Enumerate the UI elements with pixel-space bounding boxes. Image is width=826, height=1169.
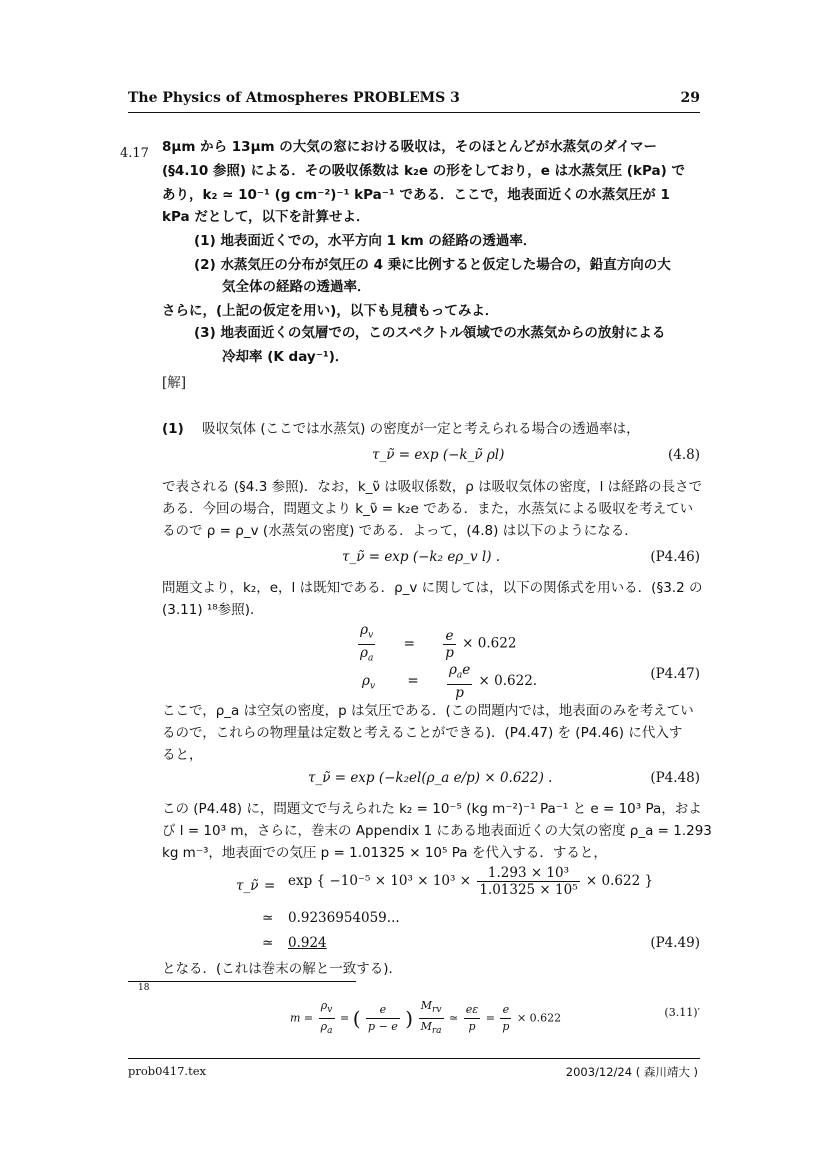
part1-intro — [162, 418, 640, 440]
paragraph-4-line-3: ると， — [162, 747, 203, 763]
equation-P4-49-result: 0.924 — [288, 935, 327, 951]
paragraph-5-line-1: この (P4.48) に，問題文で与えられた k₂ = 10⁻⁵ (kg m⁻²)⁻¹ Pa⁻¹ と e = 10³ Pa，およ — [162, 801, 702, 817]
fraction-numerator: 1.293 × 10³ — [477, 865, 579, 882]
paragraph-2-line-2: ある．今回の場合，問題文より k_ν̃ = k₂e である．また，水蒸気による吸収を考えてい — [162, 501, 694, 517]
equation-4-8-number: (4.8) — [667, 447, 700, 463]
page-number: 29 — [680, 90, 700, 106]
paragraph-2-line-3: るので ρ = ρ_v (水蒸気の密度) である．よって，(4.8) は以下のようになる． — [162, 523, 638, 539]
footer-filename: prob0417.tex — [128, 1064, 206, 1078]
paragraph-6: となる．(これは巻末の解と一致する)． — [162, 961, 403, 977]
item-3-label: (3) — [194, 325, 216, 341]
equation-P4-47-line-2: $\rho_v$ = $\frac{\rho_ae}{p}$ × 0.622. — [362, 662, 538, 701]
item-2 — [194, 254, 671, 276]
item-2-cont: 気全体の経路の透過率． — [222, 279, 371, 295]
equation-P4-49-fraction — [477, 865, 579, 898]
paragraph-4-line-1: ここで，ρ_a は空気の密度，p は気圧である．(この問題内では，地表面のみを考えてい — [162, 703, 694, 719]
item-2-text: 水蒸気圧の分布が気圧の 4 乗に比例すると仮定した場合の，鉛直方向の大 — [220, 257, 671, 273]
equation-P4-46-number: (P4.46) — [650, 549, 700, 565]
solution-heading: [解] — [162, 375, 187, 391]
equation-P4-49-number: (P4.49) — [650, 935, 700, 951]
part1-text: 吸収気体 (ここでは水蒸気) の密度が一定と考えられる場合の透過率は， — [202, 421, 640, 437]
equation-P4-49-body: exp { −10⁻⁵ × 10³ × 10³ × — [288, 873, 472, 889]
item-1-label: (1) — [194, 233, 216, 249]
equation-4-8: τ_ν̃ = exp (−k_ν̃ ρl) — [372, 447, 505, 463]
problem-number: 4.17 — [120, 146, 149, 161]
equation-P4-49-tail: × 0.622 } — [585, 873, 654, 889]
paragraph-3-line-1: 問題文より，k₂，e，l は既知である．ρ_v に関しては，以下の関係式を用いる．(§3.2 の — [162, 580, 703, 596]
equation-P4-47-number: (P4.47) — [650, 666, 700, 682]
item-1 — [194, 230, 536, 252]
equation-P4-49-lhs: τ_ν̃ — [236, 878, 259, 894]
footnote-equation-number: (3.11)′ — [664, 1006, 700, 1019]
footnote-equation: m = $\frac{\rho_v}{\rho_a}$ = ( $\frac{e}{p - e}$ ) $\frac{M_{rv}}{M_{ra}}$ ≃ $\frac{e\varepsilon}{p}$ = $\frac{e}{p}$ × 0.622 — [290, 999, 562, 1037]
paragraph-5-line-3: kg m⁻³，地表面での気圧 p = 1.01325 × 10⁵ Pa を代入する．すると， — [162, 845, 607, 861]
equation-P4-48-number: (P4.48) — [650, 770, 700, 786]
equation-P4-49-eq1: = — [264, 878, 276, 894]
paragraph-5-line-2: び l = 10³ m，さらに，巻末の Appendix 1 にある地表面近くの大気の密度 ρ_a = 1.293 — [162, 823, 712, 839]
equation-P4-49-line-2: 0.9236954059... — [288, 910, 400, 926]
problem-line-3: あり，k₂ ≃ 10⁻¹ (g cm⁻²)⁻¹ kPa⁻¹ である．ここで，地表面近くの水蒸気圧が 1 — [162, 187, 670, 203]
paragraph-2-line-1: で表される (§4.3 参照)．なお，k_ν̃ は吸収係数，ρ は吸収気体の密度，l は経路の長さで — [162, 479, 703, 495]
item-3-text: 地表面近くの気層での，このスペクトル領域での水蒸気からの放射による — [220, 325, 666, 341]
item-3-cont: 冷却率 (K day⁻¹)． — [222, 349, 349, 365]
part1-label: (1) — [162, 421, 184, 437]
problem-line-1: 8μm から 13μm の大気の窓における吸収は，そのほとんどが水蒸気のダイマー — [162, 139, 658, 155]
footer-rule — [128, 1058, 700, 1059]
further-text: さらに，(上記の仮定を用い)，以下も見積もってみよ． — [162, 303, 499, 319]
item-3 — [194, 322, 665, 344]
running-header — [128, 90, 700, 110]
problem-line-4: kPa だとして，以下を計算せよ． — [162, 209, 370, 225]
equation-P4-48: τ_ν̃ = exp (−k₂el(ρ_a e/p) × 0.622) . — [308, 770, 553, 786]
fraction-denominator: 1.01325 × 10⁵ — [479, 882, 578, 898]
footnote-rule — [128, 981, 356, 982]
header-title: The Physics of Atmospheres PROBLEMS 3 — [128, 90, 460, 106]
equation-P4-47-line-1: $\frac{\rho_v}{\rho_a}$ = $\frac{e}{p}$ × 0.622 — [360, 622, 517, 664]
item-2-label: (2) — [194, 257, 216, 273]
paragraph-3-line-2: (3.11) ¹⁸参照)． — [162, 602, 264, 618]
equation-P4-49-line-1 — [288, 865, 653, 898]
equation-P4-49-approx-2: ≃ — [262, 935, 274, 951]
problem-line-2: (§4.10 参照) による．その吸収係数は k₂e の形をしており，e は水蒸気圧 (kPa) で — [162, 163, 685, 179]
equation-P4-46: τ_ν̃ = exp (−k₂ eρ_v l) . — [342, 549, 501, 565]
paragraph-4-line-2: るので，これらの物理量は定数と考えることができる)．(P4.47) を (P4.46) に代入す — [162, 725, 683, 741]
item-1-text: 地表面近くでの，水平方向 1 km の経路の透過率． — [220, 233, 537, 249]
footnote-mark: 18 — [138, 983, 150, 993]
header-rule — [128, 112, 700, 113]
footer-date-author: 2003/12/24 ( 森川靖大 ) — [565, 1065, 698, 1079]
equation-P4-49-approx-1: ≃ — [262, 910, 274, 926]
